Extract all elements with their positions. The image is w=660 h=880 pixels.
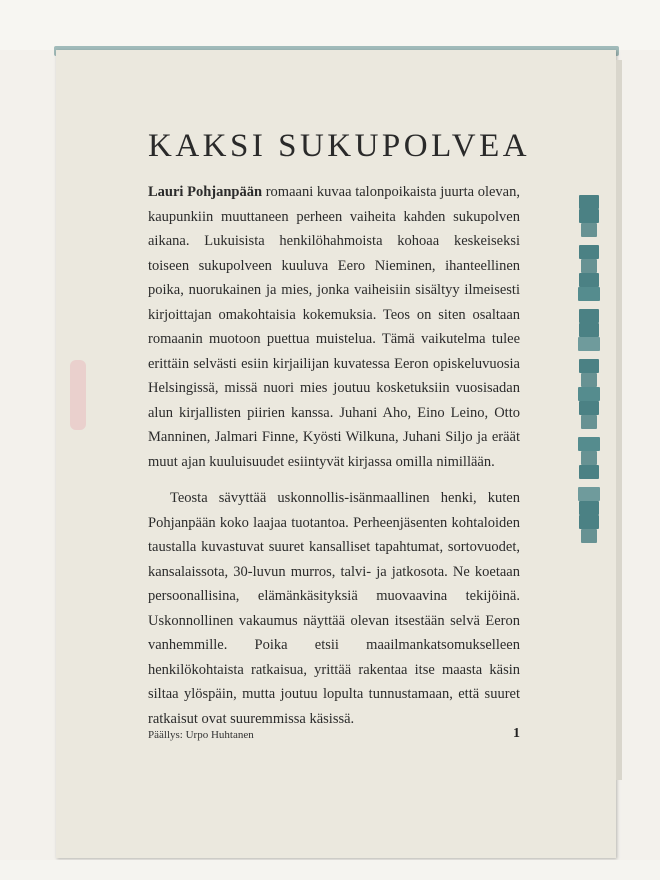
background-bottom	[0, 860, 660, 880]
author-name: Lauri Pohjanpään	[148, 184, 263, 200]
cover-designer-credit: Päällys: Urpo Huhtanen	[148, 729, 254, 741]
page-number: 1	[513, 726, 520, 741]
background-top	[0, 0, 660, 50]
cover-stain	[70, 360, 86, 430]
book-side-edge	[616, 60, 622, 780]
blurb-text	[148, 180, 520, 731]
blurb-paragraph-2	[148, 486, 520, 731]
book-title: KAKSI SUKUPOLVEA	[148, 128, 531, 164]
blurb-paragraph-1	[148, 180, 520, 474]
spine-lettering-strip	[575, 195, 603, 580]
paragraph-1-text: romaani kuvaa talonpoikaista juurta olevan, kaupunkiin muuttaneen perheen vaiheita kahden sukupolven aikana. Lukuisista henkilöhahmoista kohoaa keskeiseksi toiseen sukupolveen kuuluva Eero Nieminen, ihanteellinen poika, nuorukainen ja mies, jonka vaiheisiin sisältyy ilmeisesti kirjoittajan omakohtaisia kokemuksia. Teos on siten osaltaan romaanin muotoon puettua muistelua. Tämä vaikutelma tulee erittäin selvästi esiin kirjailijan kuvatessa Eeron opiskeluvuosia Helsingissä, missä nuori mies joutuu kosketuksiin vuosisadan alun kirjallisten piirien kanssa. Juhani Aho, Eino Leino, Otto Manninen, Jalmari Finne, Kyösti Wilkuna, Juhani Siljo ja eräät muut ajan kuuluisuudet esiintyvät kirjassa omilla nimillään.	[148, 184, 520, 470]
paragraph-2-text: Teosta sävyttää uskonnollis-isänmaallinen henki, kuten Pohjanpään koko laajaa tuotantoa. Perheenjäsenten kohtaloiden taustalla kuvastuvat suuret kansalliset tapahtumat, sortovuodet, kansalaissota, 30-luvun murros, talvi- ja jatkosota. Ne koetaan persoonallisina, elämänkäsityksiä muovaavina tekijöinä. Uskonnollinen vakaumus näyttää olevan itsestään selvä Eeron vanhemmille. Poika etsii maailmankatsomukselleen henkilökohtaista ratkaisua, yrittää rakentaa itse maasta käsin siltaa ylöspäin, mutta joutuu lopulta tunnustamaan, että suuret ratkaisut ovat suuremmissa käsissä.	[148, 490, 520, 727]
